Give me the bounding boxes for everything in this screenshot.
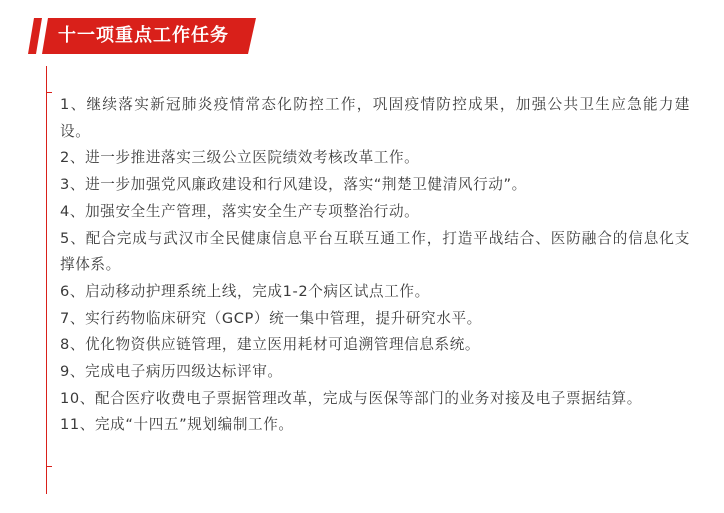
- frame-left-line: [46, 66, 47, 494]
- task-item: 8、优化物资供应链管理，建立医用耗材可追溯管理信息系统。: [60, 336, 481, 354]
- task-item: 3、进一步加强党风廉政建设和行风建设，落实“荆楚卫健清风行动”。: [60, 176, 527, 194]
- task-item: 5、配合完成与武汉市全民健康信息平台互联互通工作，打造平战结合、医防融合的信息化支撑体系。: [60, 229, 690, 274]
- task-item: 7、实行药物临床研究（GCP）统一集中管理，提升研究水平。: [60, 309, 482, 327]
- task-item: 10、配合医疗收费电子票据管理改革，完成与医保等部门的业务对接及电子票据结算。: [60, 389, 642, 407]
- task-item: 11、完成“十四五”规划编制工作。: [60, 416, 294, 434]
- task-item: 4、加强安全生产管理，落实安全生产专项整治行动。: [60, 202, 420, 220]
- task-item: 6、启动移动护理系统上线，完成1-2个病区试点工作。: [60, 282, 430, 300]
- section-title: 十一项重点工作任务: [58, 25, 229, 46]
- banner-stripe: [28, 18, 42, 54]
- task-item: 2、进一步推进落实三级公立医院绩效考核改革工作。: [60, 149, 420, 167]
- task-list: [60, 92, 690, 439]
- task-item: 9、完成电子病历四级达标评审。: [60, 363, 283, 381]
- frame-bottom-tick: [46, 466, 52, 467]
- frame-top-tick: [46, 92, 52, 93]
- section-banner: [28, 18, 256, 54]
- task-item: 1、继续落实新冠肺炎疫情常态化防控工作，巩固疫情防控成果，加强公共卫生应急能力建设。: [60, 96, 690, 140]
